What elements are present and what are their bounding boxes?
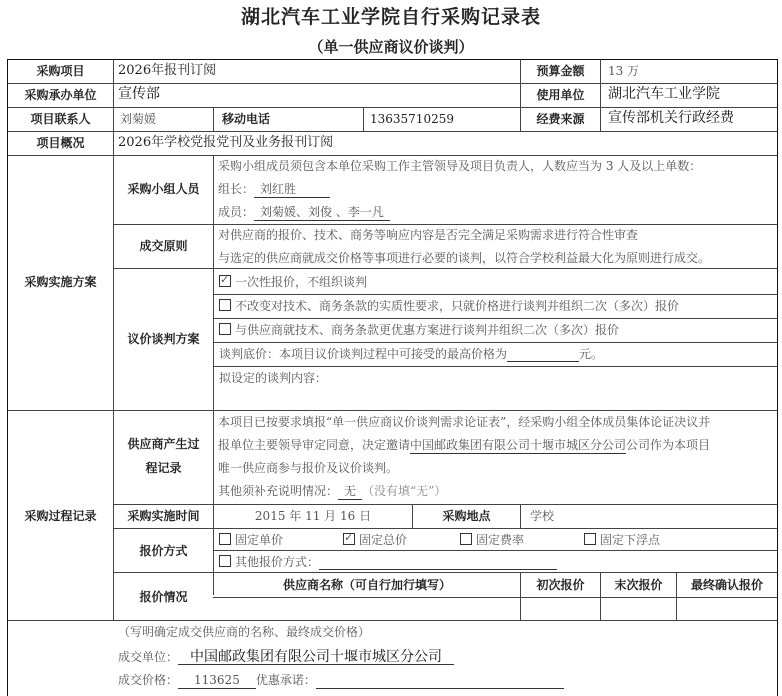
group-desc: 采购小组成员须包含本单位采购工作主管领导及项目负责人，人数应当为 3 人及以上单数：: [218, 159, 702, 173]
supplier-line-1: 本项目已按要求填报“单一供应商议价谈判需求论证表”，经采购小组全体成员集体论证决议并: [218, 415, 711, 429]
unit-value: 宣传部: [118, 86, 160, 102]
group-members: 刘菊媛、刘俊 、李一凡: [254, 204, 390, 221]
use-unit-label: 使用单位: [536, 88, 585, 102]
overview-value: 2026年学校党报党刊及业务报刊订阅: [118, 135, 334, 150]
project-label: 采购项目: [36, 64, 85, 78]
quote-option-4[interactable]: 固定下浮点: [584, 532, 660, 548]
quote-status-label: 报价情况: [139, 590, 188, 604]
other-quote-field: [319, 557, 557, 570]
budget-value: 13 万: [608, 64, 640, 78]
group-label: 采购小组人员: [127, 182, 200, 196]
time-label: 采购实施时间: [127, 509, 200, 523]
quote-method-label: 报价方式: [139, 544, 188, 558]
header-supplier-name: 供应商名称（可自行加行填写）: [282, 578, 451, 592]
quote-option-other[interactable]: 其他报价方式：: [219, 554, 557, 570]
result-price-value: 113625: [178, 672, 256, 689]
quote-option-2[interactable]: ✓ 固定总价: [343, 532, 407, 548]
process-section-label: 采购过程记录: [24, 509, 97, 523]
group-leader-row: 组长： 刘红胜: [218, 181, 330, 198]
header-last-quote: 末次报价: [614, 578, 663, 592]
table-right-border: [777, 59, 778, 696]
project-value: 2026年报刊订阅: [118, 63, 217, 78]
checkbox-checked-icon: [343, 533, 355, 545]
supplier-name: 中国邮政集团有限公司十堰市城区分公司: [410, 438, 627, 452]
time-value: 2015 年 11 月 16 日: [254, 509, 372, 523]
supplier-process-label-2: 程记录: [145, 461, 182, 475]
supplier-line-3: 唯一供应商参与报价及议价谈判。: [218, 461, 399, 475]
budget-label: 预算金额: [536, 64, 585, 78]
document-title: 湖北汽车工业学院自行采购记录表: [240, 6, 541, 28]
result-unit-value: 中国邮政集团有限公司十堰市城区分公司: [178, 648, 454, 665]
phone-value: 13635710259: [370, 112, 454, 126]
checkbox-icon: [219, 299, 231, 311]
table-left-border: [7, 59, 8, 696]
quote-option-3[interactable]: 固定费率: [460, 532, 524, 548]
principle-line-2: 与选定的供应商就成交价格等事项进行必要的谈判，以符合学校利益最大化为原则进行成交。: [218, 251, 711, 265]
fund-source-value: 宣传部机关行政经费: [608, 110, 734, 126]
supplier-process-label-1: 供应商产生过: [127, 437, 200, 451]
place-label: 采购地点: [442, 509, 491, 523]
checkbox-icon: [460, 533, 472, 545]
principle-line-1: 对供应商的报价、技术、商务等响应内容是否完全满足采购需求进行符合性审查: [218, 228, 639, 242]
principle-label: 成交原则: [139, 239, 188, 253]
supplier-line-2: 报单位主要领导审定同意，决定邀请中国邮政集团有限公司十堰市城区分公司公司作为本项目: [218, 438, 711, 452]
negotiation-option-1[interactable]: ✓一次性报价，不组织谈判: [219, 274, 367, 290]
contact-value: 刘菊媛: [120, 112, 157, 126]
header-first-quote: 初次报价: [536, 578, 585, 592]
negotiation-content-label: 拟设定的谈判内容：: [219, 371, 328, 385]
fund-source-label: 经费来源: [536, 112, 585, 126]
place-value: 学校: [530, 509, 555, 523]
promise-field: [316, 676, 564, 689]
result-unit-row: 成交单位： 中国邮政集团有限公司十堰市城区分公司: [118, 648, 454, 665]
negotiation-label: 议价谈判方案: [127, 332, 200, 346]
header-final-quote: 最终确认报价: [690, 578, 763, 592]
use-unit-value: 湖北汽车工业学院: [608, 86, 720, 102]
group-members-row: 成员： 刘菊媛、刘俊 、李一凡: [218, 204, 390, 221]
floor-price-field[interactable]: [507, 349, 579, 362]
checkbox-icon: [219, 555, 231, 567]
quote-option-1[interactable]: 固定单价: [219, 532, 283, 548]
result-price-row: 成交价格： 113625 优惠承诺：: [118, 672, 564, 689]
document-subtitle: （单一供应商议价谈判）: [308, 38, 474, 56]
checkbox-icon: [584, 533, 596, 545]
plan-section-label: 采购实施方案: [24, 275, 97, 289]
contact-label: 项目联系人: [30, 112, 91, 126]
negotiation-option-3[interactable]: 与供应商就技术、商务条款更优惠方案进行谈判并组织二次（多次）报价: [219, 322, 619, 338]
checkbox-icon: [219, 533, 231, 545]
table-top-border: [7, 59, 778, 60]
phone-label: 移动电话: [222, 112, 271, 126]
supplier-other-row: 其他须补充说明情况： 无 （没有填“无”）: [218, 484, 447, 498]
result-note: （写明确定成交供应商的名称、最终成交价格）: [118, 625, 371, 639]
checkbox-checked-icon: [219, 275, 231, 287]
supplier-other-value: 无: [338, 483, 362, 500]
negotiation-option-2[interactable]: 不改变对技术、商务条款的实质性要求，只就价格进行谈判并组织二次（多次）报价: [219, 298, 679, 314]
overview-label: 项目概况: [36, 136, 85, 150]
group-leader: 刘红胜: [254, 181, 330, 198]
checkbox-icon: [219, 323, 231, 335]
floor-price-row: 谈判底价：本项目议价谈判过程中可接受的最高价格为 元。: [219, 347, 604, 361]
unit-label: 采购承办单位: [24, 88, 97, 102]
